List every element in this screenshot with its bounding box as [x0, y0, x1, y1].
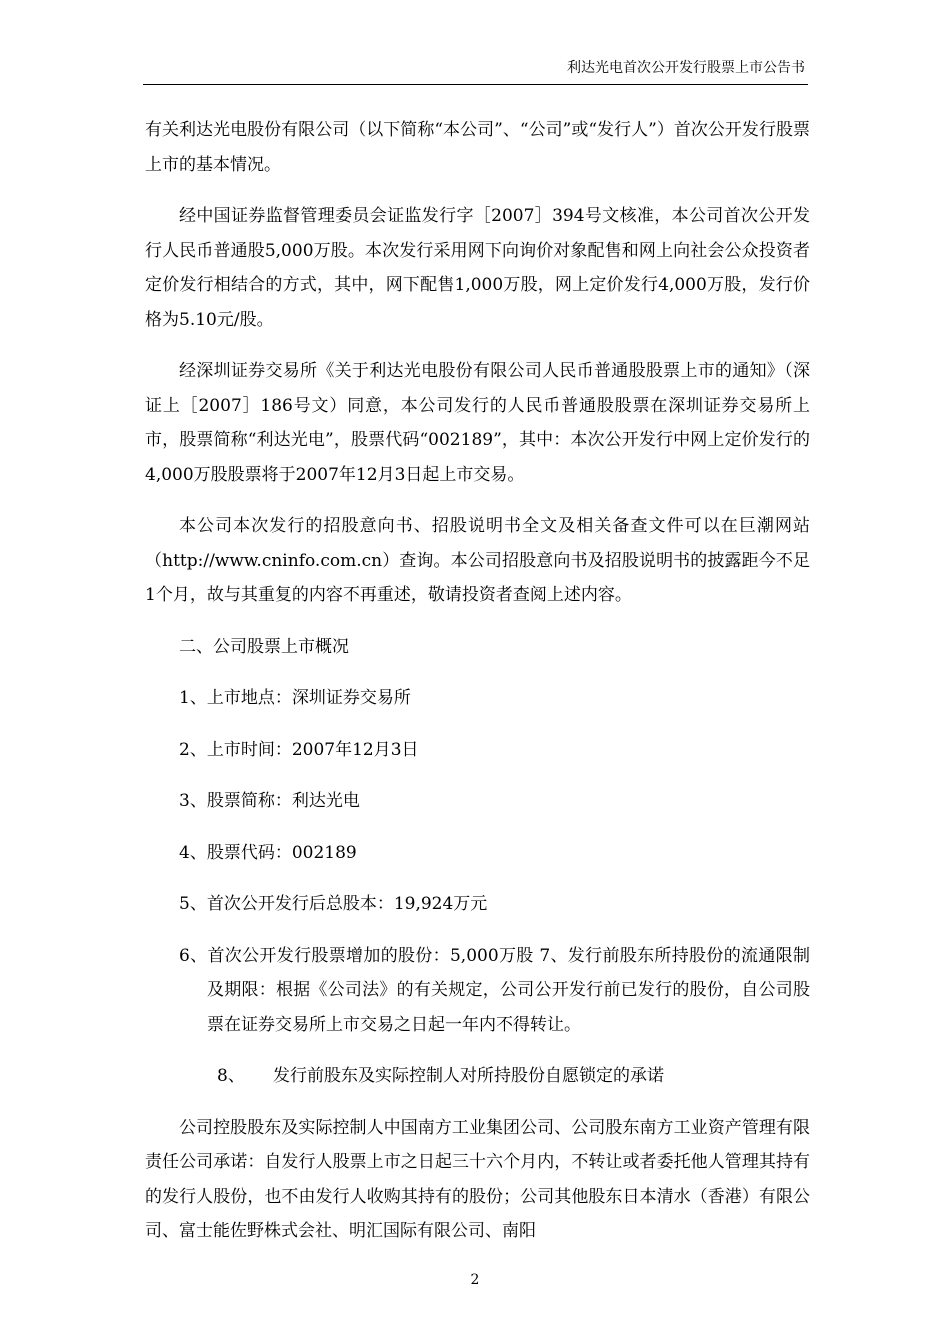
list-item-total-share-capital: 5、首次公开发行后总股本：19,924万元	[179, 894, 488, 914]
approval-paragraph: 经中国证券监督管理委员会证监发行字［2007］394号文核准，本公司首次公开发行人民币普通股5,000万股。本次发行采用网下向询价对象配售和网上向社会公众投资者定价发行相结合的方式，其中，网下配售1,000万股，网上定价发行4,000万股，发行价格为5.10元/股。	[145, 206, 810, 330]
list-item-number: 8、	[217, 1066, 245, 1086]
header-rule	[143, 84, 808, 85]
list-item-lockup-commitment	[145, 1059, 810, 1094]
prospectus-paragraph: 本公司本次发行的招股意向书、招股说明书全文及相关备查文件可以在巨潮网站（http://www.cninfo.com.cn）查询。本公司招股意向书及招股说明书的披露距今不足1个月，故与其重复的内容不再重述，敬请投资者查阅上述内容。	[145, 516, 810, 605]
commitment-paragraph: 公司控股股东及实际控制人中国南方工业集团公司、公司股东南方工业资产管理有限责任公司承诺：自发行人股票上市之日起三十六个月内，不转让或者委托他人管理其持有的发行人股份，也不由发行人收购其持有的股份；公司其他股东日本清水（香港）有限公司、富士能佐野株式会社、明汇国际有限公司、南阳	[145, 1117, 810, 1241]
running-header: 利达光电首次公开发行股票上市公告书	[567, 60, 805, 76]
listing-approval-paragraph: 经深圳证券交易所《关于利达光电股份有限公司人民币普通股股票上市的通知》（深证上［2007］186号文）同意，本公司发行的人民币普通股股票在深圳证券交易所上市，股票简称“利达光电”，股票代码“002189”，其中：本次公开发行中网上定价发行的4,000万股股票将于2007年12月3日起上市交易。	[145, 361, 810, 485]
list-item-stock-code: 4、股票代码：002189	[179, 842, 357, 863]
list-item-stock-name: 3、股票简称：利达光电	[179, 791, 360, 811]
intro-paragraph: 有关利达光电股份有限公司（以下简称“本公司”、“公司”或“发行人”）首次公开发行股票上市的基本情况。	[145, 120, 810, 175]
list-item-new-shares-and-restrictions: 6、首次公开发行股票增加的股份：5,000万股 7、发行前股东所持股份的流通限制及期限：根据《公司法》的有关规定，公司公开发行前已发行的股份，自公司股票在证券交易所上市交易之日起一年内不得转让。	[179, 945, 810, 1035]
list-item-listing-venue: 1、上市地点：深圳证券交易所	[179, 688, 411, 708]
document-body	[145, 113, 810, 1266]
list-item-text: 发行前股东及实际控制人对所持股份自愿锁定的承诺	[273, 1066, 664, 1086]
page-number: 2	[470, 1272, 480, 1288]
section-heading: 二、公司股票上市概况	[179, 636, 349, 657]
list-item-listing-date: 2、上市时间：2007年12月3日	[179, 739, 419, 760]
